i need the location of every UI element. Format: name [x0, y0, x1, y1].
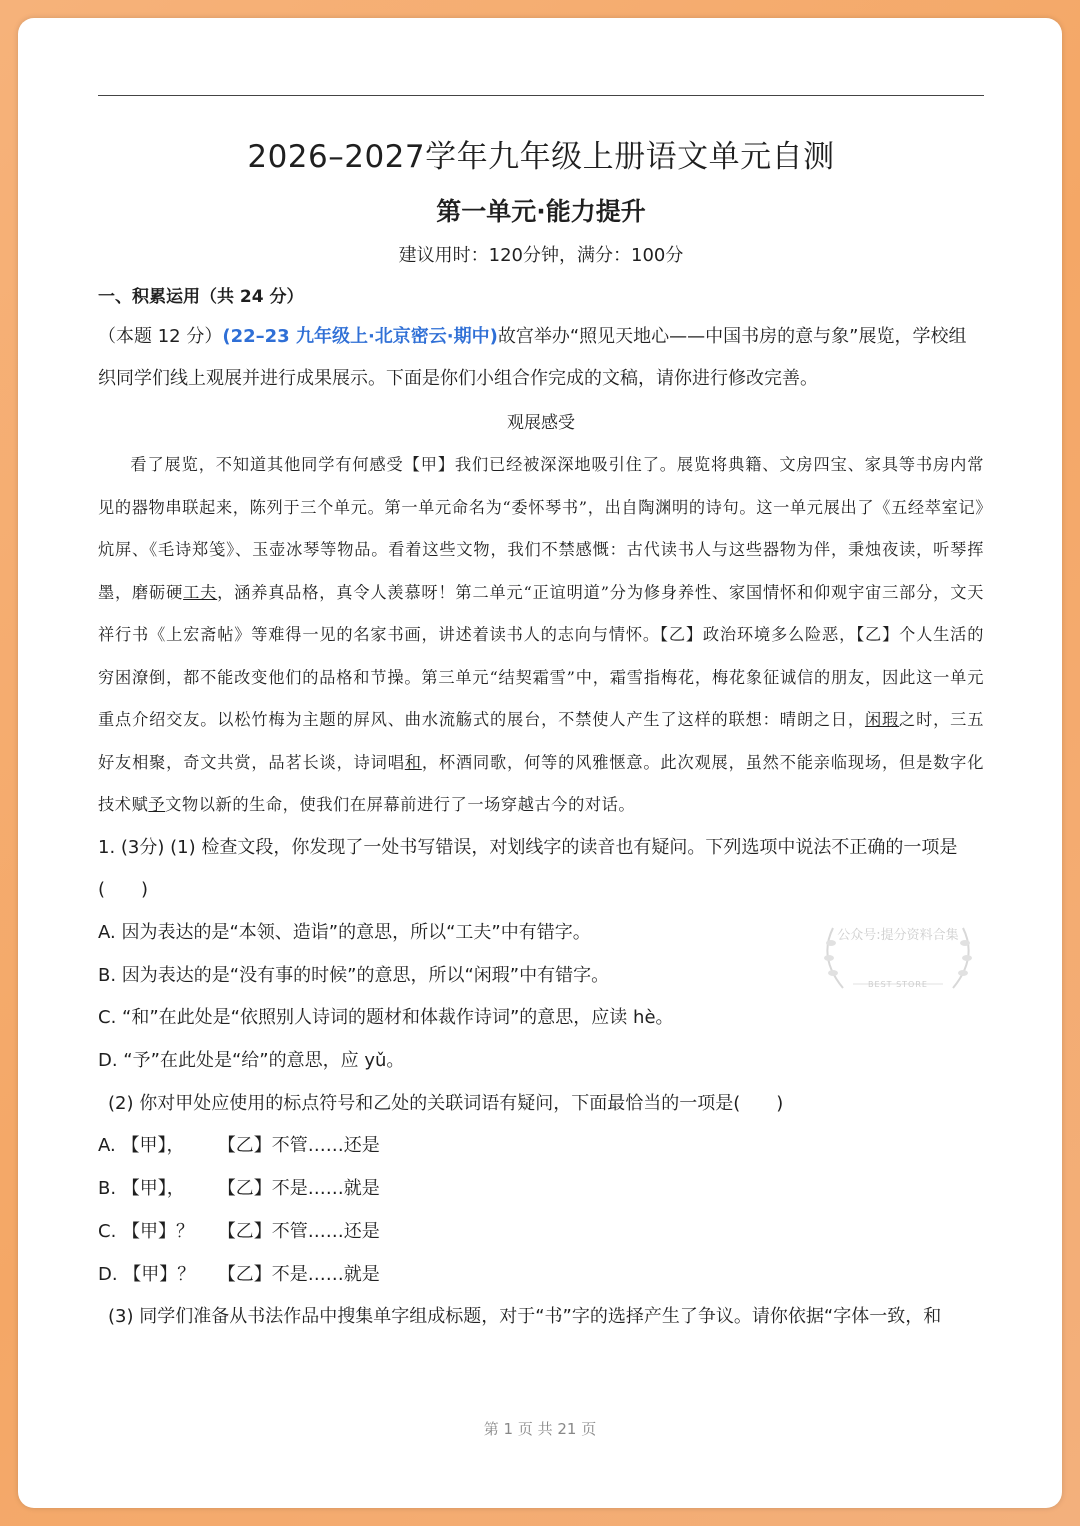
- section-heading: 一、积累运用（共 24 分）: [98, 287, 304, 307]
- question-1-2-stem: (2) 你对甲处应使用的标点符号和乙处的关联词语有疑问，下面最恰当的一项是( ): [108, 1092, 784, 1114]
- watermark-text: 公众号:提分资料合集: [837, 928, 959, 943]
- option-a: [98, 1125, 984, 1168]
- question-1-3-stem: (3) 同学们准备从书法作品中搜集单字组成标题，对于“书”字的选择产生了争议。请你依据“字体一致，和: [108, 1306, 942, 1328]
- option-d: [98, 1254, 984, 1297]
- document-page: [18, 18, 1062, 1508]
- option-label: B. 【甲】，: [98, 1178, 185, 1200]
- page-title: 2026–2027学年九年级上册语文单元自测: [247, 139, 835, 175]
- underlined-word: 予: [148, 795, 166, 814]
- question-stem: 1. (3分) (1) 检查文段，你发现了一处书写错误，对划线字的读音也有疑问。下列选项中说法不正确的一项是: [98, 836, 958, 858]
- option-text: 【乙】不管……还是: [217, 1220, 380, 1242]
- passage-body: [98, 444, 984, 827]
- option-c: [98, 1211, 984, 1254]
- option-text: 【乙】不管……还是: [217, 1135, 380, 1157]
- header-rule: [98, 95, 984, 96]
- watermark: [813, 918, 983, 998]
- page-number: 第 1 页 共 21 页: [483, 1420, 597, 1438]
- option-label: A. 【甲】，: [98, 1135, 185, 1157]
- page-content: [98, 134, 984, 1339]
- intro-prefix: （本题 12 分）: [98, 326, 223, 347]
- passage-text: ，杯酒同歌，何等的风雅惬意。此次观展，虽然不能亲临现场，但是数字化技术赋: [98, 752, 984, 814]
- option-text: 【乙】不是……就是: [217, 1178, 380, 1200]
- passage-text: 文物以新的生命，使我们在屏幕前进行了一场穿越古今的对话。: [165, 795, 636, 814]
- option-b: B. 因为表达的是“没有事的时候”的意思，所以“闲瑕”中有错字。: [98, 964, 610, 986]
- watermark-small: BEST STORE: [868, 980, 928, 989]
- underlined-word: 工夫: [183, 582, 218, 602]
- question-intro: [98, 316, 984, 400]
- option-a: A. 因为表达的是“本领、造诣”的意思，所以“工夫”中有错字。: [98, 921, 591, 943]
- source-tag: (22–23 九年级上·北京密云·期中): [222, 326, 498, 347]
- option-label: C. 【甲】？: [98, 1220, 195, 1242]
- passage-title: 观展感受: [507, 413, 575, 433]
- question-1: [98, 827, 984, 912]
- intro-text: 故宫举办“照见天地心——中国书房的意与象”展览，学校组织同学们线上观展并进行成果展示。下面是你们小组合作完成的文稿，请你进行修改完善。: [98, 326, 967, 389]
- passage-text: ，涵养真品格，真令人羡慕呀！第二单元“正谊明道”分为修身养性、家国情怀和仰观宇宙三部分，文天祥行书《上宏斋帖》等难得一见的名家书画，讲述着读书人的志向与情怀。【乙】政治环境多么险恶，【乙】个人生活的穷困潦倒，都不能改变他们的品格和节操。第三单元“结契霜雪”中，霜雪指梅花，梅花象征诚信的朋友，因此这一单元重点介绍交友。以松竹梅为主题的屏风、曲水流觞式的展台，不禁使人产生了这样的联想：晴朗之日，: [98, 582, 985, 729]
- underlined-word: 闲瑕: [864, 710, 900, 729]
- underlined-word: 和: [404, 752, 422, 772]
- passage-text: 看了展览，不知道其他同学有何感受【甲】我们已经被深深地吸引住了。展览将典籍、文房四宝、家具等书房内常见的器物串联起来，陈列于三个单元。第一单元命名为“委怀琴书”，出自陶渊明的诗句。这一单元展出了《五经萃室记》炕屏、《毛诗郑笺》、玉壶冰琴等物品。看着这些文物，我们不禁感慨：古代读书人与这些器物为伴，秉烛夜读，听琴挥墨，磨砺硬: [98, 455, 984, 602]
- time-info: 建议用时：120分钟，满分：100分: [398, 245, 684, 266]
- passage-text: 之时，三五好友相聚，奇文共赏，品茗长谈，诗词唱: [98, 710, 985, 772]
- option-d: D. “予”在此处是“给”的意思，应 yǔ。: [98, 1050, 405, 1072]
- option-text: 【乙】不是……就是: [217, 1263, 380, 1285]
- option-label: D. 【甲】？: [98, 1263, 196, 1285]
- answer-paren: ( ): [98, 879, 149, 901]
- option-b: [98, 1168, 984, 1211]
- option-c: C. “和”在此处是“依照别人诗词的题材和体裁作诗词”的意思，应读 hè。: [98, 1007, 674, 1029]
- page-subtitle: 第一单元·能力提升: [436, 197, 646, 226]
